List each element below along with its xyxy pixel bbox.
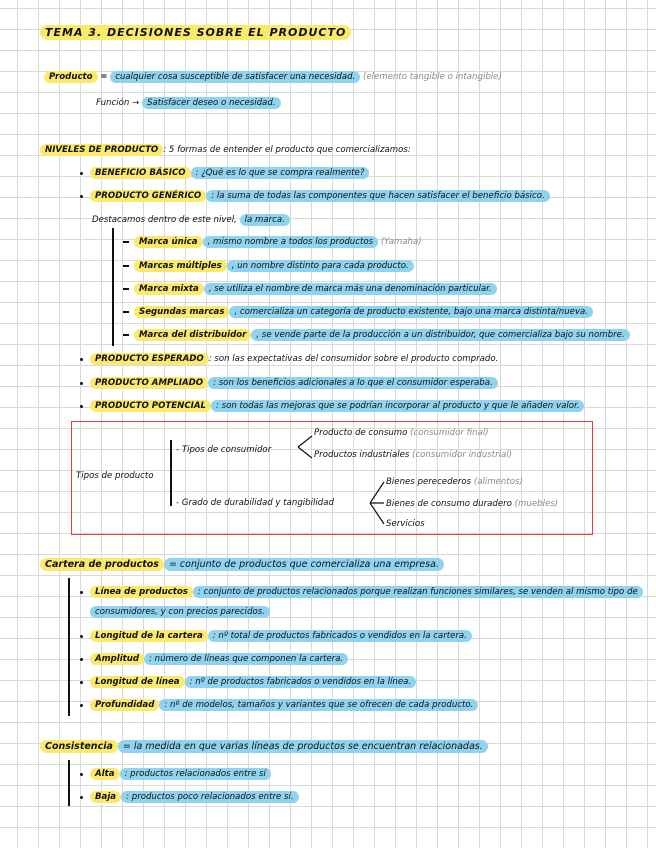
bullet-icon — [80, 704, 83, 707]
bullet-icon — [80, 382, 83, 385]
nivel-producto-ampliado: PRODUCTO AMPLIADO : son los beneficios adicionales a lo que el consumidor esperaba. — [90, 376, 498, 390]
fork-icon — [368, 478, 386, 528]
bullet-icon — [80, 405, 83, 408]
marca-unica: Marca única , mismo nombre a todos los productos (Yamaha) — [134, 235, 422, 249]
producto-consumo: Producto de consumo (consumidor final) — [314, 428, 489, 438]
longitud-linea: Longitud de línea : nº de productos fabricados o vendidos en la línea. — [90, 675, 416, 689]
fork-icon — [296, 433, 314, 461]
producto-term: Producto — [44, 71, 98, 83]
bienes-perecederos: Bienes perecederos (alimentos) — [386, 477, 523, 487]
bullet-icon — [80, 773, 83, 776]
marca-distribuidor: Marca del distribuidor , se vende parte de la producción a un distribuidor, que comercializa bajo su nombre. — [134, 328, 630, 342]
tipos-consumidor: - Tipos de consumidor — [176, 445, 272, 455]
cartera-heading: Cartera de productos = conjunto de productos que comercializa una empresa. — [40, 558, 444, 572]
bullet-icon — [80, 658, 83, 661]
nivel-producto-esperado: PRODUCTO ESPERADO : son las expectativas del consumidor sobre el producto comprado. — [90, 352, 498, 366]
dash-icon — [123, 311, 129, 313]
marcas-multiples: Marcas múltiples , un nombre distinto para cada producto. — [134, 259, 414, 273]
nivel-producto-generico: PRODUCTO GENÉRICO : la suma de todas las componentes que hacen satisfacer el beneficio básico. — [90, 189, 550, 203]
amplitud: Amplitud : número de líneas que componen la cartera. — [90, 652, 348, 666]
segundas-marcas: Segundas marcas , comercializa un categoría de producto existente, bajo una marca distinta/nueva. — [134, 305, 593, 319]
nivel-producto-potencial: PRODUCTO POTENCIAL : son todas las mejoras que se podrían incorporar al producto y que le añaden valor. — [90, 399, 584, 413]
bullet-icon — [80, 796, 83, 799]
consistencia-heading: Consistencia = la medida en que varias líneas de productos se encuentran relacionadas. — [40, 740, 488, 754]
consistencia-bracket — [68, 760, 70, 806]
linea-productos: Línea de productos : conjunto de productos relacionados porque realizan funciones similares, se venden al mismo tipo de — [90, 585, 643, 599]
productos-industriales: Productos industriales (consumidor industrial) — [314, 450, 513, 460]
tipos-bracket — [170, 440, 172, 506]
producto-definition: Producto = cualquier cosa susceptible de satisfacer una necesidad. (elemento tangible o intangible) — [44, 70, 502, 84]
marca-mixta: Marca mixta , se utiliza el nombre de marca más una denominación particular. — [134, 282, 497, 296]
dash-icon — [123, 265, 129, 267]
bullet-icon — [80, 358, 83, 361]
bienes-duraderos: Bienes de consumo duradero (muebles) — [386, 499, 559, 509]
cartera-bracket — [68, 578, 70, 716]
page-title: TEMA 3. DECISIONES SOBRE EL PRODUCTO — [40, 26, 351, 40]
niveles-heading: NIVELES DE PRODUCTO : 5 formas de entender el producto que comercializamos: — [40, 143, 411, 157]
marcas-bracket — [112, 228, 114, 346]
producto-funcion: Función → Satisfacer deseo o necesidad. — [96, 96, 281, 110]
dash-icon — [123, 334, 129, 336]
servicios: Servicios — [386, 519, 425, 529]
linea-productos-cont: consumidores, y con precios parecidos. — [90, 605, 270, 619]
bullet-icon — [80, 591, 83, 594]
tipos-label: Tipos de producto — [76, 471, 154, 481]
dash-icon — [123, 241, 129, 243]
bullet-icon — [80, 635, 83, 638]
consistencia-alta: Alta : productos relacionados entre sí — [90, 767, 271, 781]
marca-intro: Destacamos dentro de este nivel, la marca. — [92, 213, 290, 227]
nivel-beneficio-basico: BENEFICIO BÁSICO : ¿Qué es lo que se compra realmente? — [90, 166, 369, 180]
tipos-durabilidad: - Grado de durabilidad y tangibilidad — [176, 498, 334, 508]
bullet-icon — [80, 172, 83, 175]
longitud-cartera: Longitud de la cartera : nº total de productos fabricados o vendidos en la cartera. — [90, 629, 472, 643]
bullet-icon — [80, 681, 83, 684]
bullet-icon — [80, 195, 83, 198]
consistencia-baja: Baja : productos poco relacionados entre sí. — [90, 790, 299, 804]
dash-icon — [123, 288, 129, 290]
profundidad: Profundidad : nº de modelos, tamaños y variantes que se ofrecen de cada producto. — [90, 698, 478, 712]
